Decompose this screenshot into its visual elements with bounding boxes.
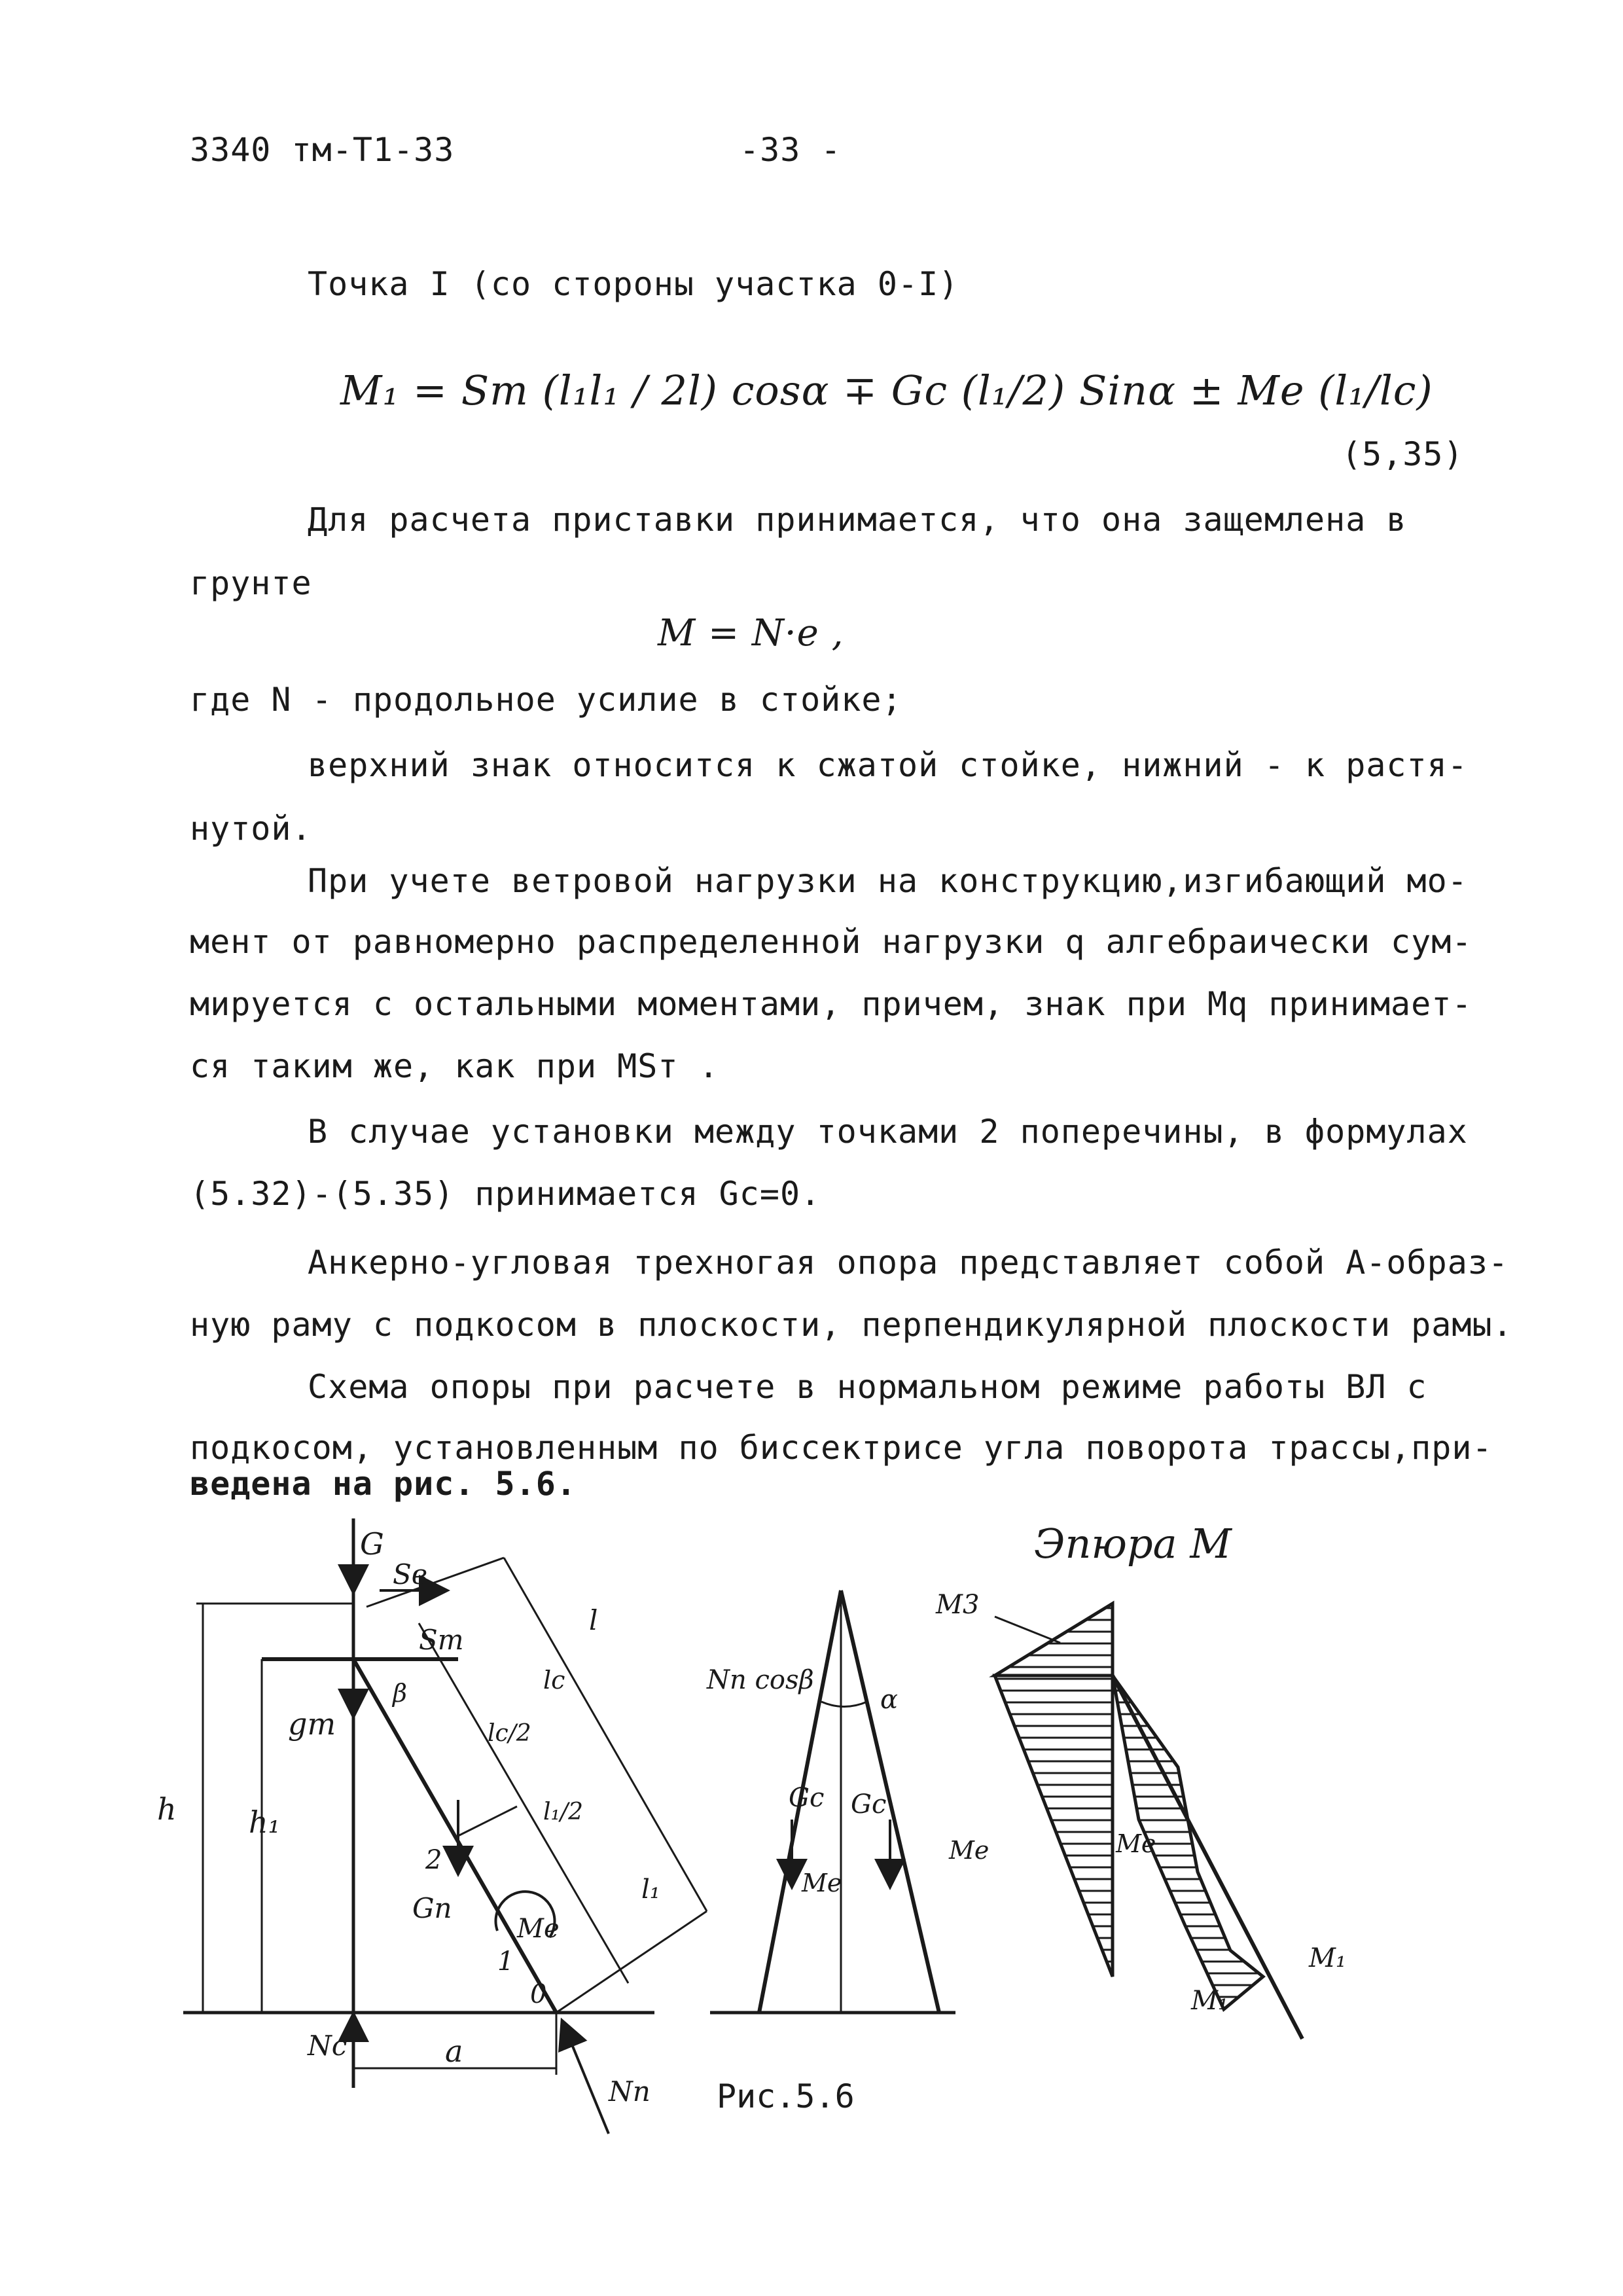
label-beta: β: [393, 1679, 407, 1708]
label-M1-right: M₁: [1309, 1943, 1346, 1973]
paragraph-line: мент от равномерно распределенной нагрузки q алгебраически сум-: [190, 923, 1472, 961]
label-Gc-right: Gc: [851, 1789, 887, 1820]
label-M1-left: M₁: [1191, 1986, 1228, 2016]
diagram-title: Эпюра M: [1034, 1520, 1232, 1568]
dim-mid: [458, 1806, 517, 1836]
a-frame-scheme: [710, 1590, 955, 2013]
label-Gc-left: Gc: [789, 1783, 825, 1813]
label-lc: lc: [543, 1666, 565, 1695]
label-NnCos: Nп cosβ: [707, 1665, 814, 1695]
label-node-0: 0: [530, 1979, 547, 2009]
point-heading: Точка I (со стороны участка 0-I): [308, 265, 959, 303]
document-code: 3340 тм-Т1-33: [190, 131, 455, 169]
label-Sb: Sв: [393, 1558, 428, 1590]
label-node-1: 1: [497, 1946, 514, 1977]
paragraph-line: ную раму с подкосом в плоскости, перпендикулярной плоскости рамы.: [190, 1306, 1513, 1344]
label-l: l: [589, 1604, 598, 1636]
label-Gn: Gп: [412, 1892, 452, 1924]
label-l1: l₁: [641, 1874, 660, 1905]
label-Sr: Sт: [419, 1624, 464, 1656]
figure-caption: Рис.5.6: [717, 2077, 855, 2115]
arrow-Nn: [563, 2022, 609, 2134]
dim-l: [504, 1558, 707, 1911]
label-l1-half: l₁/2: [543, 1799, 583, 1825]
formula-number: (5,35): [1342, 435, 1464, 473]
label-a: a: [445, 2034, 463, 2069]
strut-line: [353, 1659, 556, 2013]
paragraph-line: верхний знак относится к сжатой стойке, нижний - к растя-: [308, 746, 1468, 784]
label-alpha: α: [880, 1685, 899, 1715]
label-M3: M3: [936, 1590, 980, 1620]
paragraph-line: Схема опоры при расчете в нормальном режиме работы ВЛ с: [308, 1368, 1427, 1406]
label-Me-scheme: Me: [517, 1914, 560, 1944]
page-number: -33 -: [740, 131, 842, 169]
dim-top: [366, 1558, 504, 1607]
diagram-left-wedge: [995, 1676, 1113, 1977]
paragraph-line: грунте: [190, 564, 312, 602]
paragraph-line: где N - продольное усилие в стойке;: [190, 681, 902, 719]
paragraph-line: Для расчета приставки принимается, что она защемлена в: [308, 501, 1407, 539]
dim-base: [556, 1911, 707, 2013]
paragraph-line: При учете ветровой нагрузки на конструкцию,изгибающий мо-: [308, 862, 1468, 900]
formula-main: M₁ = Sт (l₁l₁ / 2l) cosα ∓ Gc (l₁/2) Sinα ± Me (l₁/lc): [340, 367, 1433, 414]
label-Nc: Nc: [308, 2030, 348, 2062]
moment-diagram: [995, 1604, 1302, 2039]
label-Me-diagram: Me: [1116, 1829, 1156, 1858]
formula-ground: M = N·e ,: [658, 612, 844, 655]
label-gT: gт: [288, 1706, 336, 1742]
paragraph-line: нутой.: [190, 810, 312, 848]
paragraph-line: ся таким же, как при MSт .: [190, 1047, 719, 1085]
leader-M3: [995, 1617, 1060, 1643]
paragraph-line: ведена на рис. 5.6.: [190, 1465, 577, 1503]
paragraph-line: (5.32)-(5.35) принимается Gc=0.: [190, 1175, 821, 1213]
alpha-arc: [821, 1702, 867, 1707]
paragraph-line: подкосом, установленным по биссектрисе угла поворота трассы,при-: [190, 1429, 1493, 1467]
label-h: h: [157, 1791, 177, 1827]
label-Me-frame-right: Me: [949, 1836, 990, 1865]
label-G: G: [360, 1526, 384, 1562]
label-Nn: Nп: [609, 2075, 651, 2108]
label-h1: h₁: [249, 1804, 281, 1840]
label-lc-half: lc/2: [488, 1720, 531, 1747]
paragraph-line: В случае установки между точками 2 поперечины, в формулах: [308, 1113, 1468, 1151]
paragraph-line: Анкерно-угловая трехногая опора представляет собой А-образ-: [308, 1244, 1509, 1282]
label-node-2: 2: [425, 1845, 442, 1875]
paragraph-line: мируется с остальными моментами, причем, знак при Mq принимает-: [190, 985, 1472, 1023]
label-Me-frame-left: Me: [802, 1869, 842, 1897]
